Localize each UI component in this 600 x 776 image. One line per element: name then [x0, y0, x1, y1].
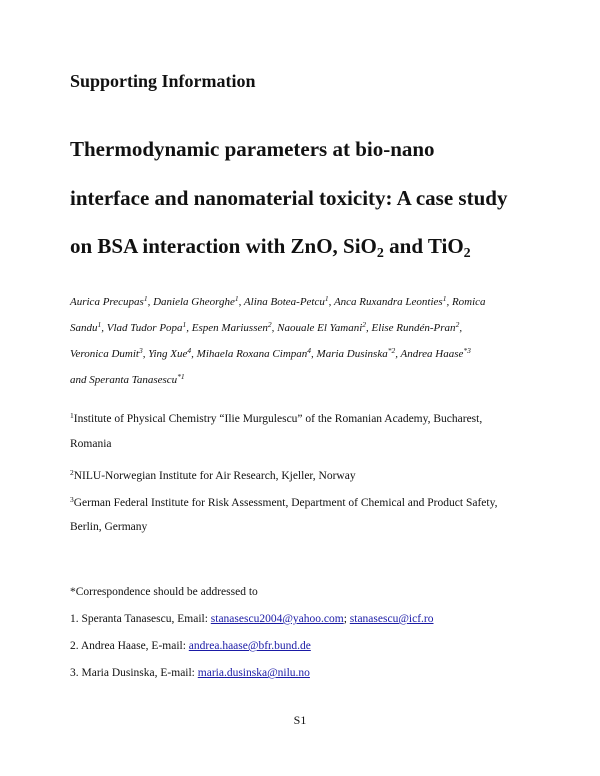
- correspondence-note: *Correspondence should be addressed to: [70, 586, 258, 598]
- author-separator: ,: [238, 296, 244, 308]
- author-separator: ,: [271, 322, 278, 334]
- author-affiliation-mark: 1: [442, 294, 447, 303]
- affiliation-3-continued: Berlin, Germany: [70, 521, 148, 533]
- paper-title-line-1: Thermodynamic parameters at bio-nano: [70, 137, 435, 161]
- author-and: and: [70, 374, 90, 386]
- author-name: Naouale El Yamani: [277, 322, 363, 334]
- paper-title-line-3: [70, 234, 471, 259]
- page-number: S1: [293, 713, 307, 727]
- author-name: Mihaela Roxana Cimpan: [196, 348, 308, 360]
- author-affiliation-mark: 3: [138, 346, 143, 355]
- email-separator: ;: [343, 613, 350, 625]
- author-name: Aurica Precupas: [70, 296, 144, 308]
- author-affiliation-mark: 1: [324, 294, 329, 303]
- contact-prefix: 2. Andrea Haase, E-mail:: [70, 640, 189, 652]
- affiliation-3: [70, 497, 497, 509]
- author-separator: ,: [147, 296, 154, 308]
- title-subscript-1: 2: [376, 246, 384, 261]
- contact-2: [70, 640, 311, 652]
- email-link[interactable]: andrea.haase@bfr.bund.de: [188, 640, 311, 652]
- paper-title-line-2: interface and nanomaterial toxicity: A case study: [70, 186, 508, 210]
- author-line-1: [70, 296, 540, 308]
- author-name: Veronica Dumit: [70, 348, 139, 360]
- author-affiliation-mark: *1: [177, 372, 185, 381]
- author-name: Daniela Gheorghe: [153, 296, 235, 308]
- affiliation-text: German Federal Institute for Risk Assessment, Department of Chemical and Product Safety,: [73, 497, 498, 509]
- author-affiliation-mark: 1: [182, 320, 187, 329]
- email-link[interactable]: stanasescu@icf.ro: [349, 613, 434, 625]
- author-separator: ,: [459, 322, 463, 334]
- author-name: Maria Dusinska: [316, 348, 388, 360]
- author-affiliation-mark: 1: [97, 320, 102, 329]
- author-separator: ,: [328, 296, 334, 308]
- affiliation-1: [70, 413, 482, 425]
- affiliation-number: 3: [70, 495, 74, 504]
- author-separator: ,: [395, 348, 401, 360]
- affiliation-number: 2: [70, 468, 74, 477]
- author-name: Elise Rundén-Pran: [371, 322, 456, 334]
- author-line-4: [70, 374, 540, 386]
- author-affiliation-mark: 2: [267, 320, 272, 329]
- author-name-part: Romica: [451, 296, 486, 308]
- author-name: Vlad Tudor Popa: [106, 322, 183, 334]
- author-name: Andrea Haase: [400, 348, 464, 360]
- author-line-2: [70, 322, 540, 334]
- author-name: Ying Xue: [148, 348, 188, 360]
- author-separator: ,: [186, 322, 192, 334]
- author-separator: ,: [191, 348, 197, 360]
- author-separator: ,: [446, 296, 452, 308]
- email-link[interactable]: maria.dusinska@nilu.no: [197, 667, 310, 679]
- author-affiliation-mark: 4: [307, 346, 312, 355]
- author-affiliation-mark: 4: [187, 346, 192, 355]
- author-separator: ,: [101, 322, 107, 334]
- author-affiliation-mark: *2: [387, 346, 396, 355]
- author-affiliation-mark: *3: [463, 346, 471, 355]
- contact-prefix: 3. Maria Dusinska, E-mail:: [70, 667, 198, 679]
- author-name-part: Sandu: [70, 322, 98, 334]
- affiliation-1-continued: Romania: [70, 438, 112, 450]
- author-separator: ,: [366, 322, 372, 334]
- author-affiliation-mark: 1: [143, 294, 148, 303]
- affiliation-2: [70, 470, 356, 482]
- author-affiliation-mark: 1: [234, 294, 239, 303]
- title-subscript-2: 2: [463, 246, 471, 261]
- contact-1: [70, 613, 434, 625]
- email-link[interactable]: stanasescu2004@yahoo.com: [210, 613, 344, 625]
- author-name: Alina Botea-Petcu: [243, 296, 325, 308]
- author-separator: ,: [142, 348, 149, 360]
- author-line-3: [70, 348, 540, 360]
- affiliation-text: Institute of Physical Chemistry “Ilie Murgulescu” of the Romanian Academy, Bucharest,: [73, 413, 483, 425]
- author-separator: ,: [311, 348, 317, 360]
- contact-3: [70, 667, 310, 679]
- title-line-3-prefix: on BSA interaction with ZnO, SiO: [70, 234, 377, 258]
- author-name: Espen Mariussen: [191, 322, 268, 334]
- affiliation-text: NILU-Norwegian Institute for Air Research, Kjeller, Norway: [73, 470, 356, 482]
- author-name: Speranta Tanasescu: [89, 374, 178, 386]
- affiliation-number: 1: [70, 411, 74, 420]
- author-affiliation-mark: 2: [455, 320, 460, 329]
- title-line-3-mid: and TiO: [383, 234, 464, 258]
- author-affiliation-mark: 2: [362, 320, 367, 329]
- contact-prefix: 1. Speranta Tanasescu, Email:: [70, 613, 211, 625]
- section-heading: Supporting Information: [70, 71, 256, 91]
- author-name: Anca Ruxandra Leonties: [333, 296, 443, 308]
